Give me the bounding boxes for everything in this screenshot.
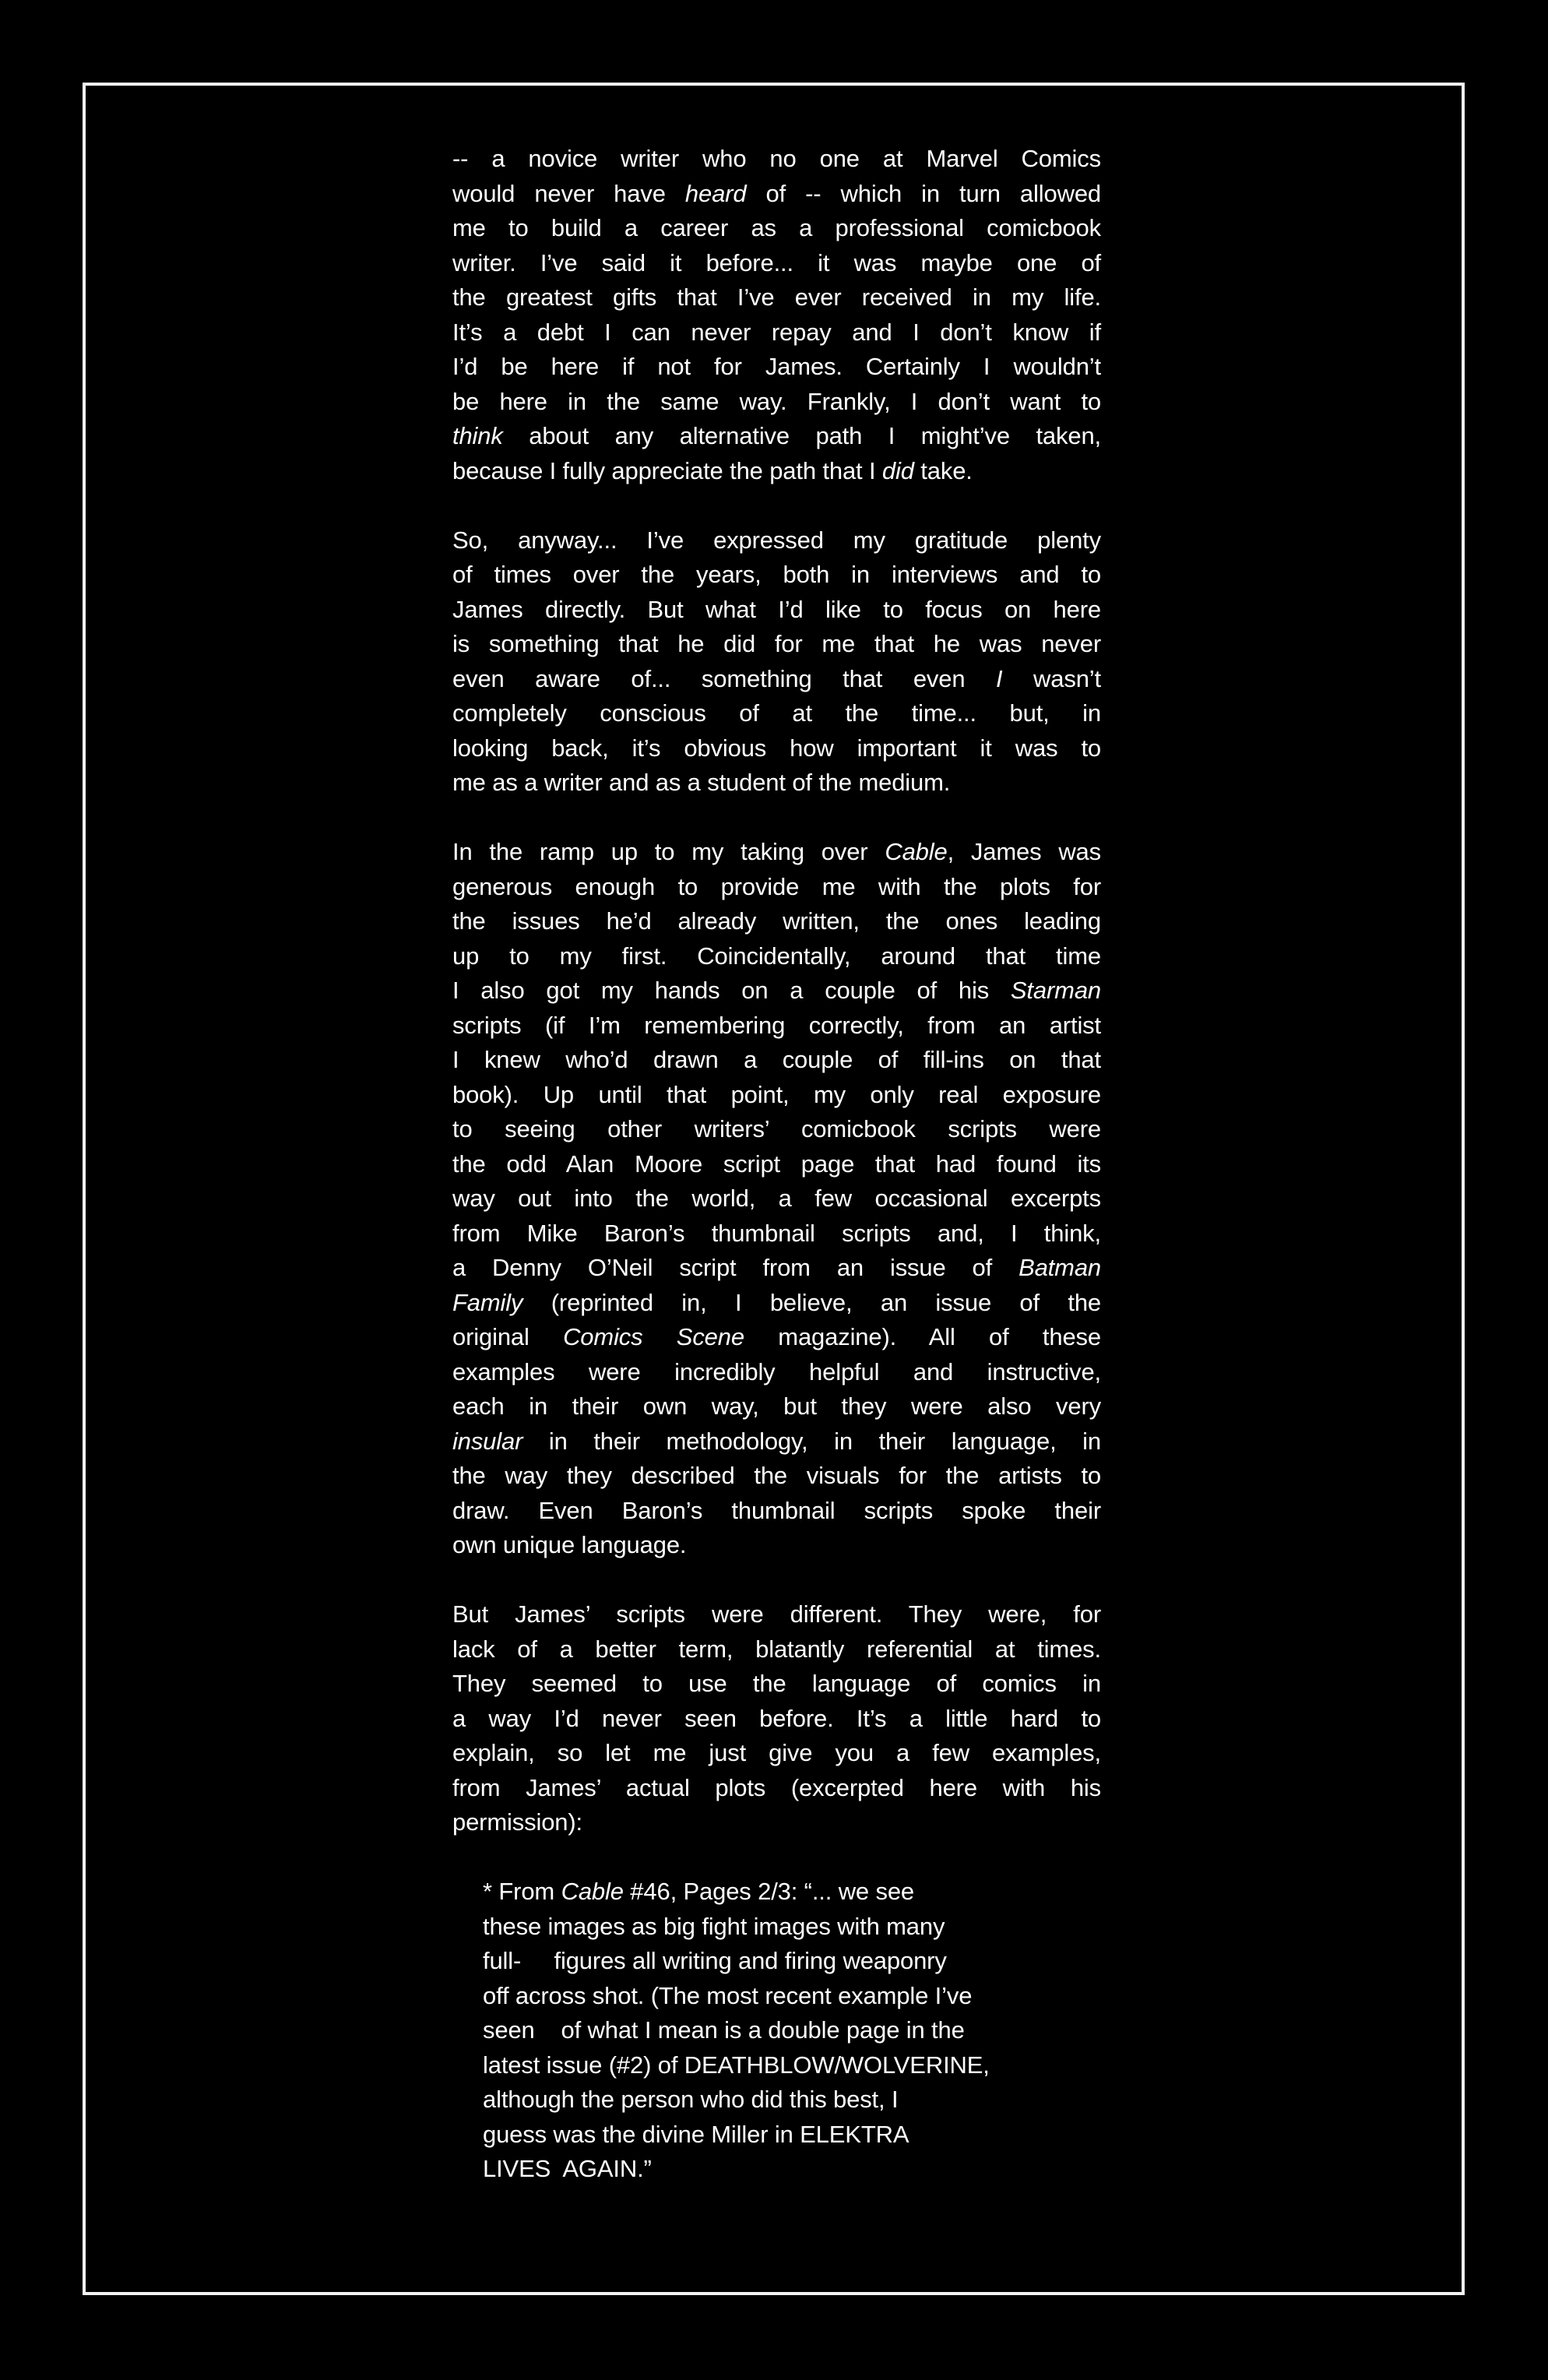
text-segment: each in their own way, but they were also very bbox=[452, 1392, 1101, 1420]
text-line bbox=[452, 1112, 1101, 1147]
text-line bbox=[452, 350, 1101, 385]
text-segment: a way I’d never seen before. It’s a little hard to bbox=[452, 1704, 1101, 1732]
text-line bbox=[452, 1597, 1101, 1632]
text-segment: take. bbox=[913, 456, 973, 484]
text-line bbox=[452, 523, 1101, 558]
text-segment: examples were incredibly helpful and instructive, bbox=[452, 1357, 1101, 1385]
paragraph bbox=[452, 523, 1101, 801]
text-line bbox=[452, 731, 1101, 766]
text-line bbox=[452, 1667, 1101, 1702]
text-segment: wasn’t bbox=[1002, 664, 1101, 692]
text-line bbox=[483, 2013, 1101, 2048]
text-line bbox=[452, 973, 1101, 1009]
text-line bbox=[452, 1181, 1101, 1216]
text-segment: , James was bbox=[947, 838, 1101, 865]
text-line bbox=[452, 1632, 1101, 1667]
text-line bbox=[452, 1494, 1101, 1529]
text-segment: magazine). All of these bbox=[744, 1323, 1101, 1350]
text-line bbox=[483, 2048, 1101, 2083]
text-segment: seen of what I mean is a double page in the bbox=[483, 2016, 965, 2044]
text-segment: They seemed to use the language of comics in bbox=[452, 1670, 1101, 1697]
text-line bbox=[452, 280, 1101, 315]
text-segment: these images as big fight images with many bbox=[483, 1912, 945, 1940]
text-segment: LIVES AGAIN.” bbox=[483, 2155, 652, 2182]
text-segment: writer. I’ve said it before... it was maybe one of bbox=[452, 248, 1101, 276]
text-segment: I knew who’d drawn a couple of fill-ins on that bbox=[452, 1046, 1101, 1073]
text-line bbox=[452, 662, 1101, 697]
text-segment: be here in the same way. Frankly, I don’t want to bbox=[452, 387, 1101, 415]
article-text-column bbox=[452, 142, 1101, 2187]
text-line bbox=[452, 1771, 1101, 1806]
text-segment: me to build a career as a professional comicbook bbox=[452, 214, 1101, 241]
text-segment: up to my first. Coincidentally, around that time bbox=[452, 942, 1101, 970]
text-line bbox=[452, 1320, 1101, 1355]
paragraph bbox=[452, 1597, 1101, 1840]
text-segment: me as a writer and as a student of the medium. bbox=[452, 769, 951, 796]
text-segment: from Mike Baron’s thumbnail scripts and, I think, bbox=[452, 1219, 1101, 1247]
text-segment: a Denny O’Neil script from an issue of bbox=[452, 1254, 1019, 1281]
text-line bbox=[452, 419, 1101, 454]
text-segment: about any alternative path I might’ve taken, bbox=[502, 422, 1101, 449]
text-line bbox=[483, 1944, 1101, 1979]
text-segment: lack of a better term, blatantly referential at times. bbox=[452, 1635, 1101, 1663]
text-segment: #46, Pages 2/3: “... we see bbox=[623, 1878, 915, 1905]
italic-text-segment: Starman bbox=[1010, 977, 1101, 1004]
text-segment: book). Up until that point, my only real exposure bbox=[452, 1080, 1101, 1108]
paragraph bbox=[452, 835, 1101, 1563]
text-line bbox=[452, 835, 1101, 870]
text-line bbox=[483, 1910, 1101, 1945]
text-segment: of times over the years, both in interviews and to bbox=[452, 561, 1101, 588]
text-line bbox=[452, 142, 1101, 177]
text-line bbox=[452, 454, 1101, 489]
text-line bbox=[452, 627, 1101, 662]
italic-text-segment: Cable bbox=[561, 1878, 624, 1905]
text-segment: But James’ scripts were different. They were, for bbox=[452, 1600, 1101, 1628]
text-segment: original bbox=[452, 1323, 564, 1350]
italic-text-segment: Family bbox=[452, 1288, 523, 1316]
italic-text-segment: did bbox=[881, 456, 914, 484]
text-segment: latest issue (#2) of DEATHBLOW/WOLVERINE, bbox=[483, 2051, 990, 2079]
text-segment: completely conscious of at the time... but, in bbox=[452, 699, 1101, 727]
text-line bbox=[452, 1459, 1101, 1494]
italic-text-segment: Cable bbox=[885, 838, 948, 865]
text-line bbox=[452, 177, 1101, 212]
text-line bbox=[452, 1355, 1101, 1390]
text-line bbox=[452, 1043, 1101, 1078]
text-segment: full- figures all writing and firing weaponry bbox=[483, 1947, 947, 1974]
text-segment: James directly. But what I’d like to focus on here bbox=[452, 595, 1101, 623]
text-line bbox=[483, 1979, 1101, 2014]
text-segment: because I fully appreciate the path that I bbox=[452, 456, 882, 484]
article-body bbox=[452, 142, 1101, 1840]
text-segment: own unique language. bbox=[452, 1531, 687, 1558]
text-line bbox=[452, 696, 1101, 731]
text-line bbox=[452, 766, 1101, 801]
text-segment: scripts (if I’m remembering correctly, from an artist bbox=[452, 1011, 1101, 1039]
text-segment: is something that he did for me that he was never bbox=[452, 630, 1101, 657]
text-line bbox=[452, 246, 1101, 281]
text-line bbox=[452, 1078, 1101, 1113]
text-segment: even aware of... something that even bbox=[452, 664, 996, 692]
italic-text-segment: heard bbox=[684, 179, 747, 207]
text-segment: explain, so let me just give you a few examples, bbox=[452, 1739, 1101, 1766]
text-line bbox=[452, 904, 1101, 939]
text-segment: of -- which in turn allowed bbox=[746, 179, 1101, 207]
text-line bbox=[452, 385, 1101, 420]
italic-text-segment: Batman bbox=[1019, 1254, 1101, 1281]
text-segment: draw. Even Baron’s thumbnail scripts spoke their bbox=[452, 1496, 1101, 1524]
italic-text-segment: insular bbox=[452, 1427, 523, 1455]
text-line bbox=[452, 593, 1101, 628]
text-line bbox=[452, 315, 1101, 350]
text-segment: I also got my hands on a couple of his bbox=[452, 977, 1011, 1004]
text-segment: although the person who did this best, I bbox=[483, 2086, 899, 2113]
text-line bbox=[483, 2152, 1101, 2187]
text-line bbox=[483, 2118, 1101, 2153]
text-segment: -- a novice writer who no one at Marvel Comics bbox=[452, 145, 1101, 172]
text-segment: the greatest gifts that I’ve ever received in my life. bbox=[452, 283, 1101, 311]
text-line bbox=[452, 558, 1101, 593]
text-segment: would never have bbox=[452, 179, 685, 207]
text-line bbox=[452, 211, 1101, 246]
italic-text-segment: think bbox=[452, 422, 503, 449]
text-line bbox=[452, 1251, 1101, 1286]
italic-text-segment: I bbox=[996, 664, 1003, 692]
text-line bbox=[452, 1286, 1101, 1321]
text-segment: * From bbox=[483, 1878, 561, 1905]
text-segment: from James’ actual plots (excerpted here with his bbox=[452, 1773, 1101, 1801]
plot-excerpt-quote bbox=[483, 1875, 1101, 2187]
text-segment: It’s a debt I can never repay and I don’t know if bbox=[452, 318, 1101, 346]
text-segment: the odd Alan Moore script page that had found its bbox=[452, 1150, 1101, 1178]
paragraph bbox=[452, 142, 1101, 488]
text-segment: In the ramp up to my taking over bbox=[452, 838, 885, 865]
text-line bbox=[483, 1875, 1101, 1910]
text-segment: to seeing other writers’ comicbook scripts were bbox=[452, 1115, 1101, 1142]
text-line bbox=[452, 1702, 1101, 1737]
text-segment: So, anyway... I’ve expressed my gratitude plenty bbox=[452, 526, 1101, 554]
text-line bbox=[452, 870, 1101, 905]
text-segment: permission): bbox=[452, 1808, 583, 1836]
italic-text-segment: Comics Scene bbox=[563, 1323, 744, 1350]
text-segment: the issues he’d already written, the ones leading bbox=[452, 907, 1101, 935]
text-line bbox=[452, 1424, 1101, 1459]
text-segment: guess was the divine Miller in ELEKTRA bbox=[483, 2120, 909, 2148]
text-line bbox=[452, 1528, 1101, 1563]
text-line bbox=[452, 1736, 1101, 1771]
text-segment: in their methodology, in their language, in bbox=[522, 1427, 1101, 1455]
text-line bbox=[483, 2082, 1101, 2118]
text-segment: way out into the world, a few occasional excerpts bbox=[452, 1185, 1101, 1212]
text-segment: the way they described the visuals for the artists to bbox=[452, 1462, 1101, 1489]
text-segment: generous enough to provide me with the plots for bbox=[452, 872, 1101, 900]
text-segment: I’d be here if not for James. Certainly I wouldn’t bbox=[452, 353, 1101, 380]
text-segment: (reprinted in, I believe, an issue of the bbox=[522, 1288, 1101, 1316]
text-segment: looking back, it’s obvious how important it was to bbox=[452, 734, 1101, 762]
text-line bbox=[452, 1805, 1101, 1840]
text-line bbox=[452, 1389, 1101, 1424]
text-segment: off across shot. (The most recent example I’ve bbox=[483, 1981, 973, 2009]
text-line bbox=[452, 1147, 1101, 1182]
text-line bbox=[452, 1216, 1101, 1252]
text-line bbox=[452, 939, 1101, 974]
text-line bbox=[452, 1009, 1101, 1044]
